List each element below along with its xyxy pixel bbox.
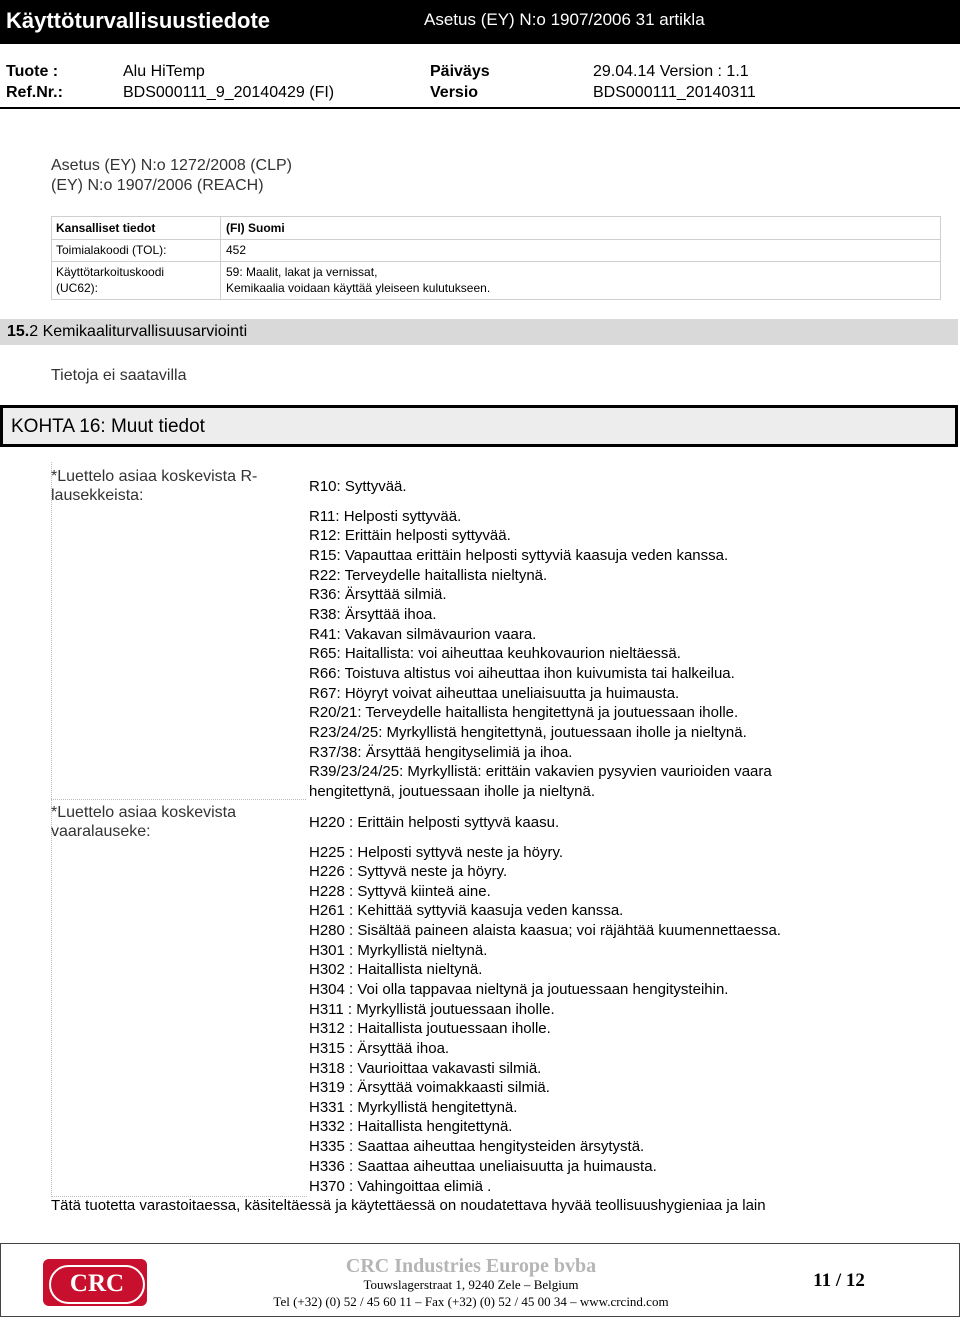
table-row [52,261,940,299]
r-phrase-item: R66: Toistuva altistus voi aiheuttaa ihon kuivumista tai halkeilua. [309,665,735,682]
r-phrase-item: R41: Vakavan silmävaurion vaara. [309,626,537,643]
h-phrase-item: H220 : Erittäin helposti syttyvä kaasu. [309,814,560,831]
regulation-clp: Asetus (EY) N:o 1272/2008 (CLP) [51,157,293,174]
header-divider [0,107,960,109]
r-phrase-item: R36: Ärsyttää silmiä. [309,586,447,603]
r-phrase-item: R10: Syttyvää. [309,478,407,495]
section-16-title: KOHTA 16: Muut tiedot [11,416,205,437]
version-value: BDS000111_20140311 [593,84,756,101]
r-phrase-item: R65: Haitallista: voi aiheuttaa keuhkovaurion nieltäessä. [309,645,681,662]
h-phrase-item: H228 : Syttyvä kiinteä aine. [309,883,491,900]
h-phrases-label: *Luettelo asiaa koskevista vaaralauseke: [51,804,236,840]
h-phrase-item: H312 : Haitallista joutuessaan iholle. [309,1020,551,1037]
date-label: Päiväys [430,63,490,80]
logo-text: CRC [69,1270,125,1297]
ref-value: BDS000111_9_20140429 (FI) [123,84,335,101]
section-15-2-number: 15. [7,323,30,340]
h-phrase-item: H302 : Haitallista nieltynä. [309,961,483,978]
r-phrases-label: *Luettelo asiaa koskevista R-lausekkeista: [51,468,258,504]
product-label: Tuote : [6,63,59,80]
r-phrase-item: R67: Höyryt voivat aiheuttaa uneliaisuutta ja huimausta. [309,685,680,702]
h-phrase-item: H315 : Ärsyttää ihoa. [309,1040,450,1057]
ref-label: Ref.Nr.: [6,84,63,101]
label-divider [51,799,306,800]
r-phrase-item: R15: Vapauttaa erittäin helposti syttyviä kaasuja veden kanssa. [309,547,729,564]
r-phrase-item: R11: Helposti syttyvää. [309,508,462,525]
h-phrase-item: H370 : Vahingoittaa elimiä . [309,1178,492,1195]
r-phrase-item: R12: Erittäin helposti syttyvää. [309,527,511,544]
hygiene-note: Tätä tuotetta varastoitaessa, käsiteltäessä ja käytettäessä on noudatettava hyvää teollisuushygieniaa ja lain [51,1197,766,1214]
document-header [0,0,960,44]
uc-value-line2: Kemikaalia voidaan käyttää yleiseen kulutukseen. [226,281,491,295]
r-phrase-item: R38: Ärsyttää ihoa. [309,606,437,623]
r-phrase-item: R23/24/25: Myrkyllistä hengitettynä, joutuessaan iholle ja nieltynä. [309,724,747,741]
h-phrase-item: H304 : Voi olla tappavaa nieltynä ja joutuessaan hengitysteihin. [309,981,729,998]
uc-label-line2: (UC62): [56,281,99,295]
h-phrase-item: H225 : Helposti syttyvä neste ja höyry. [309,844,564,861]
national-header-label: Kansalliset tiedot [56,221,156,235]
h-phrase-item: H301 : Myrkyllistä nieltynä. [309,942,488,959]
table-row [52,217,940,240]
section-15-2-heading [0,319,958,345]
product-value: Alu HiTemp [123,63,205,80]
h-phrase-item: H336 : Saattaa aiheuttaa uneliaisuutta ja huimausta. [309,1158,657,1175]
header-regulation: Asetus (EY) N:o 1907/2006 31 artikla [424,10,705,29]
crc-logo [43,1259,147,1306]
r-phrase-item: hengitettynä, joutuessaan iholle ja nieltynä. [309,783,596,800]
h-phrase-item: H261 : Kehittää syttyviä kaasuja veden kanssa. [309,902,624,919]
uc-value-line1: 59: Maalit, lakat ja vernissat, [226,265,378,279]
h-phrase-item: H280 : Sisältää paineen alaista kaasua; voi räjähtää kuumennettaessa. [309,922,781,939]
h-phrase-item: H319 : Ärsyttää voimakkaasti silmiä. [309,1079,550,1096]
h-phrase-item: H332 : Haitallista hengitettynä. [309,1118,513,1135]
company-name: CRC Industries Europe bvba [345,1255,597,1277]
h-phrase-item: H226 : Syttyvä neste ja höyry. [309,863,508,880]
national-info-table [51,216,941,300]
table-row [52,239,940,262]
document-footer [0,1243,960,1317]
page-number: 11 / 12 [813,1270,865,1291]
r-phrase-item: R22: Terveydelle haitallista nieltynä. [309,567,548,584]
national-header-value: (FI) Suomi [226,221,285,235]
h-phrase-item: H318 : Vaurioittaa vakavasti silmiä. [309,1060,542,1077]
r-phrase-item: R37/38: Ärsyttää hengityselimiä ja ihoa. [309,744,573,761]
section-15-2-text: Tietoja ei saatavilla [51,367,187,384]
document-title: Käyttöturvallisuustiedote [6,8,271,33]
version-label: Versio [430,84,479,101]
company-contact: Tel (+32) (0) 52 / 45 60 11 – Fax (+32) (0) 52 / 45 00 34 – www.crcind.com [273,1294,669,1309]
h-phrase-item: H331 : Myrkyllistä hengitettynä. [309,1099,518,1116]
r-phrase-item: R20/21: Terveydelle haitallista hengitettynä ja joutuessaan iholle. [309,704,739,721]
r-phrase-item: R39/23/24/25: Myrkyllistä: erittäin vakavien pysyvien vaurioiden vaara [309,763,772,780]
date-value: 29.04.14 Version : 1.1 [593,63,749,80]
h-phrase-item: H335 : Saattaa aiheuttaa hengitysteiden ärsytystä. [309,1138,645,1155]
regulation-reach: (EY) N:o 1907/2006 (REACH) [51,177,264,194]
uc-label-line1: Käyttötarkoituskoodi [56,265,165,279]
h-phrase-item: H311 : Myrkyllistä joutuessaan iholle. [309,1001,555,1018]
tol-label: Toimialakoodi (TOL): [56,243,167,257]
company-address: Touwslagerstraat 1, 9240 Zele – Belgium [363,1277,579,1292]
tol-value: 452 [226,243,247,257]
section-15-2-title: 2 Kemikaaliturvallisuusarviointi [29,323,248,340]
section-16-heading [0,405,958,447]
